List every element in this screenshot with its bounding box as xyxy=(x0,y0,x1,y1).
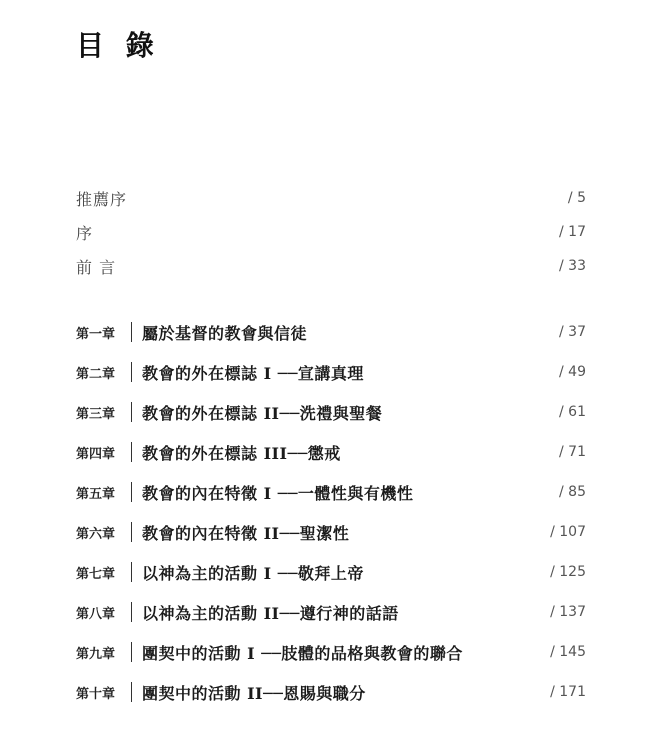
toc-page-number: / 137 xyxy=(550,604,586,620)
chapter-number: 第二章 xyxy=(76,366,116,382)
chapter-number: 第六章 xyxy=(76,526,116,542)
chapter-title: 團契中的活動 I ──肢體的品格與教會的聯合 xyxy=(142,643,463,663)
toc-chapter-10[interactable] xyxy=(76,678,586,706)
chapter-divider xyxy=(131,602,132,622)
toc-page-number: / 171 xyxy=(550,684,586,700)
toc-entry-foreword[interactable] xyxy=(76,186,586,210)
toc-chapter-4[interactable] xyxy=(76,438,586,466)
chapter-number: 第四章 xyxy=(76,446,116,462)
chapter-title: 團契中的活動 II──恩賜與職分 xyxy=(142,683,366,703)
chapter-number: 第八章 xyxy=(76,606,116,622)
toc-chapter-6[interactable] xyxy=(76,518,586,546)
chapter-divider xyxy=(131,562,132,582)
chapter-divider xyxy=(131,482,132,502)
toc-page-number: / 71 xyxy=(559,444,586,460)
toc-page-number: / 49 xyxy=(559,364,586,380)
toc-page-number: / 125 xyxy=(550,564,586,580)
chapter-title: 教會的內在特徵 II──聖潔性 xyxy=(142,523,350,543)
chapter-number: 第一章 xyxy=(76,326,116,342)
chapter-divider xyxy=(131,682,132,702)
toc-chapter-5[interactable] xyxy=(76,478,586,506)
toc-chapter-8[interactable] xyxy=(76,598,586,626)
toc-entry-label: 前 言 xyxy=(76,257,117,277)
chapter-title: 以神為主的活動 II──遵行神的話語 xyxy=(142,603,399,623)
chapter-title: 教會的外在標誌 III──懲戒 xyxy=(142,443,341,463)
toc-entry-preface[interactable] xyxy=(76,220,586,244)
toc-page-number: / 107 xyxy=(550,524,586,540)
chapter-number: 第十章 xyxy=(76,686,116,702)
toc-chapter-3[interactable] xyxy=(76,398,586,426)
chapter-divider xyxy=(131,402,132,422)
toc-page-number: / 61 xyxy=(559,404,586,420)
chapter-divider xyxy=(131,642,132,662)
page-title: 目 錄 xyxy=(76,29,160,62)
toc-entry-label: 序 xyxy=(76,223,94,243)
toc-page-number: / 37 xyxy=(559,324,586,340)
toc-chapter-2[interactable] xyxy=(76,358,586,386)
toc-chapter-1[interactable] xyxy=(76,318,586,346)
toc-chapter-7[interactable] xyxy=(76,558,586,586)
toc-page-number: / 5 xyxy=(567,190,586,206)
toc-page-number: / 145 xyxy=(550,644,586,660)
chapter-divider xyxy=(131,322,132,342)
chapter-divider xyxy=(131,522,132,542)
chapter-divider xyxy=(131,362,132,382)
chapter-number: 第七章 xyxy=(76,566,116,582)
chapter-divider xyxy=(131,442,132,462)
toc-page-number: / 33 xyxy=(559,258,586,274)
chapter-title: 教會的外在標誌 II──洗禮與聖餐 xyxy=(142,403,383,423)
chapter-title: 教會的內在特徵 I ──一體性與有機性 xyxy=(142,483,414,503)
toc-entry-introduction[interactable] xyxy=(76,254,586,278)
toc-page-number: / 17 xyxy=(559,224,586,240)
toc-page-number: / 85 xyxy=(559,484,586,500)
chapter-number: 第九章 xyxy=(76,646,116,662)
chapter-title: 以神為主的活動 I ──敬拜上帝 xyxy=(142,563,364,583)
chapter-number: 第三章 xyxy=(76,406,116,422)
chapter-title: 屬於基督的教會與信徒 xyxy=(142,323,308,343)
toc-entry-label: 推薦序 xyxy=(76,189,128,209)
chapter-number: 第五章 xyxy=(76,486,116,502)
toc-chapter-9[interactable] xyxy=(76,638,586,666)
chapter-title: 教會的外在標誌 I ──宣講真理 xyxy=(142,363,364,383)
